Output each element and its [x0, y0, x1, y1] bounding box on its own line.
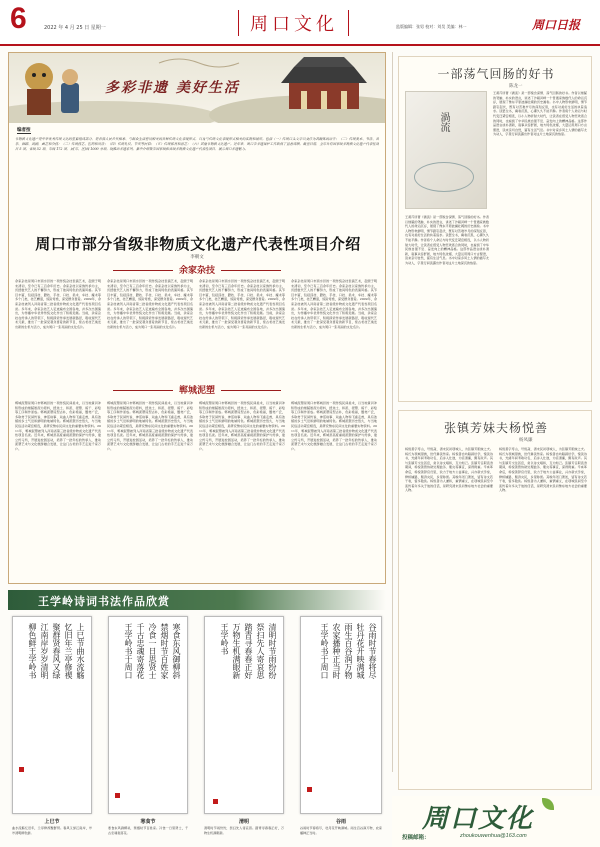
calligraphy-banner [8, 590, 386, 610]
calligraphy-work-3: 清明时节雨纷纷 祭扫先人寄哀思 踏青寻春春正好 万物生机满眼新 王学岭书 [204, 616, 284, 814]
book-cover-swirl [414, 162, 474, 192]
header-divider-left [238, 10, 239, 36]
page-number: 6 [10, 2, 27, 35]
calligraphy-work-1-caption: 曲水流觞忆旧年，兰亭修禊聚群贤。春风又绿江南岸，岁岁清明柳色鲜。 [12, 826, 92, 835]
header-divider-right [348, 10, 349, 36]
subsection-2-col-2: 郸城泥塑是周口市郸城县的一项传统民间美术，以当地黄河冲积形成的细腻胶泥为原料，经选土、和泥、捏塑、晾干、彩绘等工序制作而成。郸城泥塑造型古朴，色彩艳丽，题材广泛，多取材于民间传说、神话故事、戏曲人物和飞禽走兽，具有浓郁的乡土气息和鲜明的地域特色。郸城泥塑历史悠久，与当地民俗活动紧密相连，是研究豫东民间文化的重要实物资料。2011年，郸城泥塑被列入河南省第三批省级非物质文化遗产代表性项目名录。近年来，郸城县高度重视泥塑的保护与传承，建立传习所，开展进校园活动，培养了一批年轻的传承人，推动泥塑艺术与文化旅游融合发展，让这门古老的手艺走进千家万户。 [107, 401, 193, 451]
clay-figure-icon [61, 69, 79, 113]
calligraphy-work-2-title: 寒食节 [140, 819, 156, 825]
calligraphy-work-4-caption: 谷雨时节春将尽，牡丹花开映满城。雨生百谷润万物，农家播种正当时。 [300, 826, 382, 835]
banner-illustration [9, 53, 385, 123]
biography-author: 杨凤廉 [519, 438, 533, 443]
article-author: 李朝文 [190, 255, 204, 260]
subheading-dancheng-clay: 郸城泥塑 [9, 383, 385, 396]
biography-text-col-1: 杨悦善字寿山，号悦斋，清末民初项城人，为张镇芳胞妹之夫。杨氏为项城望族，世代耕读传家。杨悦善自幼聪颖好学，饱读诗书，光绪年间考取功名，后步入仕途，为官清廉，颇有政声。其与张镇芳交往甚密，常以诗文唱和，互为知己。张镇芳任职直隶期间，杨悦善曾协助处理盐务、赈灾等事宜，深得倚重。辛亥革命后，杨悦善辞官归里，致力于地方公益事业，兴办新式学堂，修桥铺路，赈济灾民，乡里称颂。其晚年闭门著述，留有诗文若干卷，惜多散佚。杨悦善为人谦和，重情重义，在项城民间至今流传着许多关于他的佳话，是研究清末民初豫东地方社会的重要人物。 [405, 447, 493, 493]
paper-logo: 周口日报 [532, 18, 581, 32]
subsection-2-col-1: 郸城泥塑是周口市郸城县的一项传统民间美术，以当地黄河冲积形成的细腻胶泥为原料，经选土、和泥、捏塑、晾干、彩绘等工序制作而成。郸城泥塑造型古朴，色彩艳丽，题材广泛，多取材于民间传说、神话故事、戏曲人物和飞禽走兽，具有浓郁的乡土气息和鲜明的地域特色。郸城泥塑历史悠久，与当地民俗活动紧密相连，是研究豫东民间文化的重要实物资料。2011年，郸城泥塑被列入河南省第三批省级非物质文化遗产代表性项目名录。近年来，郸城县高度重视泥塑的保护与传承，建立传习所，开展进校园活动，培养了一批年轻的传承人，推动泥塑艺术与文化旅游融合发展，让这门古老的手艺走进千家万户。 [15, 401, 101, 451]
editor-note [15, 127, 379, 221]
book-cover-title: 渦流 [438, 112, 449, 132]
subheading-yujia-acrobatics: 余家杂技 [9, 263, 385, 276]
opera-mask-icon [25, 63, 53, 115]
calligraphy-work-2: 寒食东风御柳斜 禁烟时节百姓家 冷食一日思贤士 千古忠魂寄落花 王学岭书于周口 [108, 616, 188, 814]
book-review-author: 陈龙一 [509, 84, 523, 89]
book-review-panel [398, 56, 592, 402]
editor-note-label: 编者按 [17, 128, 31, 133]
footer-leaf-icon [542, 798, 554, 810]
calligraphy-work-3-caption: 清明时节雨纷纷，祭扫先人寄哀思。踏青寻春春正好，万物生机满眼新。 [204, 826, 284, 835]
subsection-1-col-4: 余家杂技是周口市商水县的一项传统杂技表演艺术，起源于明末清初，至今已有三百余年历史。余家杂技以家族传承为主，历经数代艺人的不懈努力，形成了独具特色的表演风格。其节目丰富，包括顶技、蹬技、手技、口技、柔术、车技、魔术等多个门类，技艺精湛，惊险奇绝，深受群众喜爱。2009年，余家杂技被列入河南省第二批省级非物质文化遗产代表性项目名录。多年来，余家杂技艺人足迹遍布全国各地，并多次出国演出，为传播中华优秀传统文化作出了积极贡献。当前，余家杂技在传承人的带领下，积极探索传承发展新路径，吸收现代艺术元素，推出了一批深受观众喜爱的新节目，使古老技艺焕发出新的生机与活力，成为周口一张亮丽的文化名片。 [291, 279, 377, 329]
book-review-text-col-right: 王黄芹所著《渦流》是一部饱含深情、荡气回肠的好书。作者以细腻的笔触、朴实的语言，讲述了沙颍河畔一个普通家族数代人的命运沉浮，展现了豫东平原波澜壮阔的历史画卷。书中人物形象鲜明，情节跌宕起伏，既有对苦难岁月的深刻反思，也有对美好生活的执着追求。读罢全书，掩卷沉思，心潮久久不能平静。作者将个人命运与时代变迁紧密相连，以小人物折射大时代，让读者在感受人物悲欢离合的同时，也看到了中华民族自强不息、奋发向上的精神品格。这部作品语言质朴清新，叙事从容舒展，地方特色浓郁，大量运用周口方言俚语，读来亲切自然，富有生活气息。书中对家乡风土人情的描写尤为动人，字里行间流露出作者对这片土地深沉的热爱。 [493, 91, 587, 137]
calligraphy-work-3-title: 清明 [238, 819, 249, 825]
calligraphy-work-4-title: 谷雨 [335, 819, 346, 825]
book-cover-image [405, 91, 487, 209]
footer-brand-title: 周口文化 [422, 804, 535, 834]
footer-brand-panel [392, 796, 600, 847]
page-header [0, 0, 600, 46]
footer-submission-label: 投稿邮箱： [402, 835, 430, 841]
biography-title: 张镇芳妹夫杨悦善 [443, 421, 548, 435]
right-column-rule [392, 52, 393, 772]
calligraphy-work-1-title: 上巳节 [44, 819, 60, 825]
editor-info: 监版编辑：张男 校对：刘昊 美编：林一 [396, 24, 467, 29]
pavilion-icon [281, 57, 367, 109]
subsection-2-col-3: 郸城泥塑是周口市郸城县的一项传统民间美术，以当地黄河冲积形成的细腻胶泥为原料，经选土、和泥、捏塑、晾干、彩绘等工序制作而成。郸城泥塑造型古朴，色彩艳丽，题材广泛，多取材于民间传说、神话故事、戏曲人物和飞禽走兽，具有浓郁的乡土气息和鲜明的地域特色。郸城泥塑历史悠久，与当地民俗活动紧密相连，是研究豫东民间文化的重要实物资料。2011年，郸城泥塑被列入河南省第三批省级非物质文化遗产代表性项目名录。近年来，郸城县高度重视泥塑的保护与传承，建立传习所，开展进校园活动，培养了一批年轻的传承人，推动泥塑艺术与文化旅游融合发展，让这门古老的手艺走进千家万户。 [199, 401, 285, 451]
banner-slogan: 多彩非遗 美好生活 [105, 80, 240, 96]
subsection-1-col-2: 余家杂技是周口市商水县的一项传统杂技表演艺术，起源于明末清初，至今已有三百余年历史。余家杂技以家族传承为主，历经数代艺人的不懈努力，形成了独具特色的表演风格。其节目丰富，包括顶技、蹬技、手技、口技、柔术、车技、魔术等多个门类，技艺精湛，惊险奇绝，深受群众喜爱。2009年，余家杂技被列入河南省第二批省级非物质文化遗产代表性项目名录。多年来，余家杂技艺人足迹遍布全国各地，并多次出国演出，为传播中华优秀传统文化作出了积极贡献。当前，余家杂技在传承人的带领下，积极探索传承发展新路径，吸收现代艺术元素，推出了一批深受观众喜爱的新节目，使古老技艺焕发出新的生机与活力，成为周口一张亮丽的文化名片。 [107, 279, 193, 329]
feature-panel [8, 52, 386, 584]
issue-date: 2022 年 4 月 25 日 星期一 [44, 25, 106, 31]
biography-panel [398, 410, 592, 790]
editor-note-text: 非物质文化遗产是中华优秀传统文化的重要组成部分，是各族人民世代相承、与群众生活密切相关的各种传统文化表现形式，以及与传统文化表现形式相关的实物和场所。包括（一）传统口头文学以及作为其载体的语言；（二）传统美术、书法、音乐、舞蹈、戏剧、曲艺和杂技；（三）传统技艺、医药和历法；（四）传统礼仪、节庆等民俗；（五）传统体育和游艺；（六）其他非物质文化遗产。近年来，周口市非遗保护工作取得了显著成绩，截至目前，全市共有国家级非物质文化遗产代表性项目 5 项、省级 52 项、市级 172 项，县(市、区)级 1000 余项。现推出非遗系列，集中介绍我市国家级和省级非物质文化遗产代表性项目，展示周口非遗魅力。 [15, 137, 379, 151]
book-review-text-col-left: 王黄芹所著《渦流》是一部饱含深情、荡气回肠的好书。作者以细腻的笔触、朴实的语言，讲述了沙颍河畔一个普通家族数代人的命运沉浮，展现了豫东平原波澜壮阔的历史画卷。书中人物形象鲜明，情节跌宕起伏，既有对苦难岁月的深刻反思，也有对美好生活的执着追求。读罢全书，掩卷沉思，心潮久久不能平静。作者将个人命运与时代变迁紧密相连，以小人物折射大时代，让读者在感受人物悲欢离合的同时，也看到了中华民族自强不息、奋发向上的精神品格。这部作品语言质朴清新，叙事从容舒展，地方特色浓郁，大量运用周口方言俚语，读来亲切自然，富有生活气息。书中对家乡风土人情的描写尤为动人，字里行间流露出作者对这片土地深沉的热爱。 [405, 215, 489, 265]
book-review-title: 一部荡气回肠的好书 [437, 67, 555, 81]
subsection-1-col-3: 余家杂技是周口市商水县的一项传统杂技表演艺术，起源于明末清初，至今已有三百余年历史。余家杂技以家族传承为主，历经数代艺人的不懈努力，形成了独具特色的表演风格。其节目丰富，包括顶技、蹬技、手技、口技、柔术、车技、魔术等多个门类，技艺精湛，惊险奇绝，深受群众喜爱。2009年，余家杂技被列入河南省第二批省级非物质文化遗产代表性项目名录。多年来，余家杂技艺人足迹遍布全国各地，并多次出国演出，为传播中华优秀传统文化作出了积极贡献。当前，余家杂技在传承人的带领下，积极探索传承发展新路径，吸收现代艺术元素，推出了一批深受观众喜爱的新节目，使古老技艺焕发出新的生机与活力，成为周口一张亮丽的文化名片。 [199, 279, 285, 329]
calligraphy-banner-title: 王学岭诗词书法作品欣赏 [38, 595, 170, 608]
subsection-2-col-4: 郸城泥塑是周口市郸城县的一项传统民间美术，以当地黄河冲积形成的细腻胶泥为原料，经选土、和泥、捏塑、晾干、彩绘等工序制作而成。郸城泥塑造型古朴，色彩艳丽，题材广泛，多取材于民间传说、神话故事、戏曲人物和飞禽走兽，具有浓郁的乡土气息和鲜明的地域特色。郸城泥塑历史悠久，与当地民俗活动紧密相连，是研究豫东民间文化的重要实物资料。2011年，郸城泥塑被列入河南省第三批省级非物质文化遗产代表性项目名录。近年来，郸城县高度重视泥塑的保护与传承，建立传习所，开展进校园活动，培养了一批年轻的传承人，推动泥塑艺术与文化旅游融合发展，让这门古老的手艺走进千家万户。 [291, 401, 377, 451]
calligraphy-work-1: 上巳节曲水流觞 忆旧年兰亭修禊 聚群贤春风又绿 江南岸岁岁清明 柳色鲜王学岭书 [12, 616, 92, 814]
footer-submission-email[interactable]: zhoukouwenhua@163.com [460, 833, 527, 839]
subsection-1-col-1: 余家杂技是周口市商水县的一项传统杂技表演艺术，起源于明末清初，至今已有三百余年历史。余家杂技以家族传承为主，历经数代艺人的不懈努力，形成了独具特色的表演风格。其节目丰富，包括顶技、蹬技、手技、口技、柔术、车技、魔术等多个门类，技艺精湛，惊险奇绝，深受群众喜爱。2009年，余家杂技被列入河南省第二批省级非物质文化遗产代表性项目名录。多年来，余家杂技艺人足迹遍布全国各地，并多次出国演出，为传播中华优秀传统文化作出了积极贡献。当前，余家杂技在传承人的带领下，积极探索传承发展新路径，吸收现代艺术元素，推出了一批深受观众喜爱的新节目，使古老技艺焕发出新的生机与活力，成为周口一张亮丽的文化名片。 [15, 279, 101, 329]
calligraphy-work-2-caption: 寒食东风御柳斜，禁烟时节百姓家。冷食一日思贤士，千古忠魂寄落花。 [108, 826, 188, 835]
biography-text-col-2: 杨悦善字寿山，号悦斋，清末民初项城人，为张镇芳胞妹之夫。杨氏为项城望族，世代耕读传家。杨悦善自幼聪颖好学，饱读诗书，光绪年间考取功名，后步入仕途，为官清廉，颇有政声。其与张镇芳交往甚密，常以诗文唱和，互为知己。张镇芳任职直隶期间，杨悦善曾协助处理盐务、赈灾等事宜，深得倚重。辛亥革命后，杨悦善辞官归里，致力于地方公益事业，兴办新式学堂，修桥铺路，赈济灾民，乡里称颂。其晚年闭门著述，留有诗文若干卷，惜多散佚。杨悦善为人谦和，重情重义，在项城民间至今流传着许多关于他的佳话，是研究清末民初豫东地方社会的重要人物。 [499, 447, 587, 493]
section-title: 周口文化 [250, 14, 338, 35]
article-title: 周口市部分省级非物质文化遗产代表性项目介绍 [35, 235, 361, 253]
calligraphy-work-4: 谷雨时节春将尽 牡丹花开映满城 雨生百谷润万物 农家播种正当时 王学岭书于周口 [300, 616, 382, 814]
